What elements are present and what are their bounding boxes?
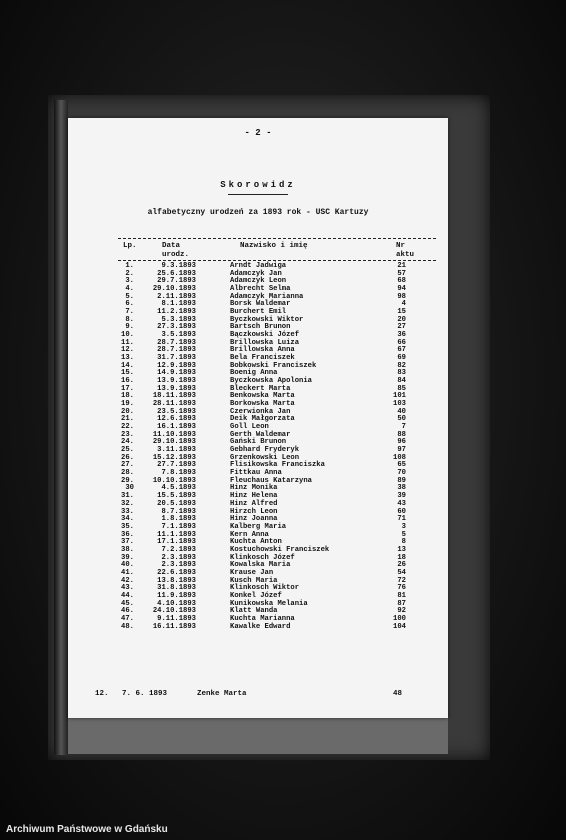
- row-lp: 26.: [121, 453, 134, 462]
- row-name: Hirzch Leon: [230, 507, 278, 516]
- row-name: Adamczyk Jan: [230, 269, 282, 278]
- row-name: Czerwionka Jan: [230, 407, 291, 416]
- row-date: 9.11.1893: [157, 614, 196, 623]
- row-date: 28.11.1893: [152, 400, 196, 409]
- row-nr: 94: [397, 285, 406, 294]
- row-name: Konkel Józef: [230, 591, 282, 600]
- row-nr: 88: [397, 430, 406, 439]
- row-lp: 1.: [125, 262, 134, 270]
- row-name: Adamczyk Leon: [230, 277, 287, 286]
- row-lp: 7.: [125, 308, 134, 317]
- row-name: Gebhard Fryderyk: [230, 446, 300, 455]
- row-date: 8.1.1893: [161, 300, 196, 309]
- row-name: Burchert Emil: [230, 308, 287, 317]
- row-nr: 101: [393, 392, 406, 401]
- row-nr: 98: [397, 292, 406, 301]
- row-nr: 26: [397, 561, 406, 570]
- row-date: 18.11.1893: [152, 392, 196, 401]
- row-date: 12.9.1893: [157, 361, 196, 370]
- row-name: Benkowska Marta: [230, 392, 295, 401]
- row-name: Fleuchaus Katarzyna: [230, 476, 312, 485]
- row-lp: 47.: [121, 614, 134, 623]
- row-lp: 41.: [121, 568, 134, 577]
- row-nr: 20: [397, 315, 406, 324]
- row-date: 11.10.1893: [152, 430, 196, 439]
- row-name: Gerth Waldemar: [230, 430, 291, 439]
- row-date: 13.8.1893: [157, 576, 196, 585]
- row-name: Albrecht Selma: [230, 285, 291, 294]
- row-nr: 82: [397, 361, 406, 370]
- row-date: 27.7.1893: [157, 461, 196, 470]
- row-lp: 15.: [121, 369, 134, 378]
- row-nr: 67: [397, 346, 406, 355]
- row-date: 12.6.1893: [157, 415, 196, 424]
- row-nr: 5: [401, 530, 406, 539]
- header-date-line2: urodz.: [162, 251, 190, 259]
- row-nr: 76: [397, 584, 406, 593]
- row-nr: 3: [401, 522, 406, 531]
- row-date: 11.1.1893: [157, 530, 196, 539]
- row-date: 1.8.1893: [161, 515, 196, 524]
- row-lp: 10.: [121, 331, 134, 340]
- row-nr: 27: [397, 323, 406, 332]
- row-nr: 103: [393, 400, 406, 409]
- next-page-lp: 12.: [95, 690, 109, 698]
- row-lp: 28.: [121, 469, 134, 478]
- next-page-date: 7. 6. 1893: [122, 690, 168, 698]
- row-nr: 69: [397, 354, 406, 363]
- row-nr: 4: [401, 300, 406, 309]
- row-nr: 71: [397, 515, 406, 524]
- row-lp: 12.: [121, 346, 134, 355]
- row-date: 29.10.1893: [152, 285, 196, 294]
- row-lp: 21.: [121, 415, 134, 424]
- row-nr: 7: [401, 423, 406, 432]
- row-name: Hinz Joanna: [230, 515, 278, 524]
- row-name: Klinkosch Wiktor: [230, 584, 300, 593]
- row-date: 29.7.1893: [157, 277, 196, 286]
- row-name: Kuchta Marianna: [230, 614, 295, 623]
- row-name: Kostuchowski Franciszek: [230, 545, 330, 554]
- row-lp: 42.: [121, 576, 134, 585]
- row-nr: 97: [397, 446, 406, 455]
- row-nr: 89: [397, 476, 406, 485]
- row-lp: 24.: [121, 438, 134, 447]
- row-name: Arndt Jadwiga: [230, 262, 287, 270]
- row-date: 7.8.1893: [161, 469, 196, 478]
- row-nr: 36: [397, 331, 406, 340]
- row-lp: 32.: [121, 499, 134, 508]
- row-name: Hinz Monika: [230, 484, 278, 493]
- row-date: 11.9.1893: [157, 591, 196, 600]
- row-date: 27.3.1893: [157, 323, 196, 332]
- row-date: 15.5.1893: [157, 492, 196, 501]
- row-name: Bobkowski Franciszek: [230, 361, 317, 370]
- row-date: 11.2.1893: [157, 308, 196, 317]
- row-date: 13.9.1893: [157, 384, 196, 393]
- row-nr: 70: [397, 469, 406, 478]
- row-nr: 92: [397, 607, 406, 616]
- header-rule-top: [118, 238, 436, 239]
- row-lp: 14.: [121, 361, 134, 370]
- row-name: Bączkowski Józef: [230, 331, 300, 340]
- row-lp: 33.: [121, 507, 134, 516]
- row-lp: 34.: [121, 515, 134, 524]
- row-name: Deik Małgorzata: [230, 415, 295, 424]
- row-date: 16.11.1893: [152, 622, 196, 631]
- row-lp: 6.: [125, 300, 134, 309]
- row-lp: 4.: [125, 285, 134, 294]
- row-date: 13.9.1893: [157, 377, 196, 386]
- row-nr: 40: [397, 407, 406, 416]
- row-lp: 11.: [121, 338, 134, 347]
- row-name: Byczkowski Wiktor: [230, 315, 304, 324]
- row-date: 17.1.1893: [157, 538, 196, 547]
- header-lp: Lp.: [123, 242, 137, 250]
- header-date: [162, 242, 189, 260]
- row-date: 31.8.1893: [157, 584, 196, 593]
- row-name: Brillowska Luiza: [230, 338, 300, 347]
- row-nr: 87: [397, 599, 406, 608]
- row-name: Kalberg Maria: [230, 522, 287, 531]
- header-date-line1: Data: [162, 242, 181, 250]
- row-lp: 30: [125, 484, 134, 493]
- page-number: - 2 -: [244, 128, 272, 138]
- row-date: 5.3.1893: [161, 315, 196, 324]
- header-nr-line2: aktu: [396, 251, 415, 259]
- row-date: 2.11.1893: [157, 292, 196, 301]
- row-date: 25.6.1893: [157, 269, 196, 278]
- row-name: Goll Leon: [230, 423, 269, 432]
- row-name: Adamczyk Marianna: [230, 292, 304, 301]
- mount-edge: [54, 100, 68, 755]
- row-name: Klinkosch Józef: [230, 553, 295, 562]
- row-lp: 16.: [121, 377, 134, 386]
- row-date: 23.5.1893: [157, 407, 196, 416]
- row-name: Kusch Maria: [230, 576, 278, 585]
- row-name: Bela Franciszek: [230, 354, 295, 363]
- row-lp: 38.: [121, 545, 134, 554]
- row-nr: 68: [397, 277, 406, 286]
- row-name: Flisikowska Franciszka: [230, 461, 325, 470]
- header-nr: [396, 242, 414, 260]
- row-name: Borsk Waldemar: [230, 300, 291, 309]
- row-nr: 85: [397, 384, 406, 393]
- row-lp: 19.: [121, 400, 134, 409]
- row-name: Kowalska Maria: [230, 561, 291, 570]
- row-lp: 43.: [121, 584, 134, 593]
- row-date: 28.7.1893: [157, 338, 196, 347]
- row-date: 20.5.1893: [157, 499, 196, 508]
- row-name: Brillowska Anna: [230, 346, 295, 355]
- row-name: Bleckert Marta: [230, 384, 291, 393]
- row-nr: 38: [397, 484, 406, 493]
- row-nr: 81: [397, 591, 406, 600]
- row-date: 10.10.1893: [152, 476, 196, 485]
- title-underline: [228, 194, 288, 195]
- row-lp: 13.: [121, 354, 134, 363]
- row-date: 8.7.1893: [161, 507, 196, 516]
- row-name: Hinz Alfred: [230, 499, 278, 508]
- row-lp: 31.: [121, 492, 134, 501]
- row-nr: 8: [401, 538, 406, 547]
- row-date: 3.5.1893: [161, 331, 196, 340]
- row-date: 22.6.1893: [157, 568, 196, 577]
- row-lp: 39.: [121, 553, 134, 562]
- row-nr: 66: [397, 338, 406, 347]
- header-rule-bottom: [118, 260, 436, 261]
- row-date: 15.12.1893: [152, 453, 196, 462]
- row-nr: 57: [397, 269, 406, 278]
- row-nr: 84: [397, 377, 406, 386]
- row-date: 7.1.1893: [161, 522, 196, 531]
- row-date: 9.3.1893: [161, 262, 196, 270]
- header-nr-line1: Nr: [396, 242, 406, 250]
- row-name: Grzenkowski Leon: [230, 453, 300, 462]
- row-name: Hinz Helena: [230, 492, 278, 501]
- row-name: Kunikowska Melania: [230, 599, 308, 608]
- row-nr: 108: [393, 453, 406, 462]
- register-table: [68, 263, 448, 631]
- row-name: Byczkowska Apolonia: [230, 377, 312, 386]
- row-nr: 39: [397, 492, 406, 501]
- underlying-page-strip: [68, 718, 448, 754]
- row-date: 2.3.1893: [161, 561, 196, 570]
- row-lp: 48.: [121, 622, 134, 631]
- row-nr: 50: [397, 415, 406, 424]
- row-nr: 96: [397, 438, 406, 447]
- row-date: 3.11.1893: [157, 446, 196, 455]
- row-date: 7.2.1893: [161, 545, 196, 554]
- document-title: Skorowidz: [220, 180, 296, 190]
- row-lp: 23.: [121, 430, 134, 439]
- row-nr: 43: [397, 499, 406, 508]
- row-lp: 46.: [121, 607, 134, 616]
- row-name: Borkowska Marta: [230, 400, 295, 409]
- row-lp: 9.: [125, 323, 134, 332]
- row-name: Krause Jan: [230, 568, 274, 577]
- row-date: 16.1.1893: [157, 423, 196, 432]
- row-nr: 83: [397, 369, 406, 378]
- row-date: 28.7.1893: [157, 346, 196, 355]
- row-lp: 40.: [121, 561, 134, 570]
- row-lp: 2.: [125, 269, 134, 278]
- row-lp: 8.: [125, 315, 134, 324]
- row-lp: 36.: [121, 530, 134, 539]
- row-nr: 18: [397, 553, 406, 562]
- row-lp: 37.: [121, 538, 134, 547]
- row-nr: 21: [397, 262, 406, 270]
- document-subtitle: alfabetyczny urodzeń za 1893 rok - USC Kartuzy: [147, 208, 369, 217]
- row-date: 31.7.1893: [157, 354, 196, 363]
- row-nr: 54: [397, 568, 406, 577]
- row-name: Bartsch Brunon: [230, 323, 291, 332]
- row-lp: 45.: [121, 599, 134, 608]
- header-name: Nazwisko i imię: [240, 242, 308, 250]
- row-lp: 17.: [121, 384, 134, 393]
- row-lp: 18.: [121, 392, 134, 401]
- row-nr: 60: [397, 507, 406, 516]
- next-page-nr: 48: [393, 690, 403, 698]
- row-nr: 100: [393, 614, 406, 623]
- row-nr: 104: [393, 622, 406, 631]
- row-name: Fittkau Anna: [230, 469, 282, 478]
- row-lp: 25.: [121, 446, 134, 455]
- archive-watermark: Archiwum Państwowe w Gdańsku: [6, 824, 168, 835]
- row-date: 4.5.1893: [161, 484, 196, 493]
- row-lp: 35.: [121, 522, 134, 531]
- table-row: [68, 624, 448, 632]
- next-page-name: Zenke Marta: [197, 690, 247, 698]
- row-lp: 22.: [121, 423, 134, 432]
- row-name: Klatt Wanda: [230, 607, 278, 616]
- row-lp: 27.: [121, 461, 134, 470]
- row-lp: 29.: [121, 476, 134, 485]
- row-name: Kawalke Edward: [230, 622, 291, 631]
- row-name: Kern Anna: [230, 530, 269, 539]
- row-nr: 13: [397, 545, 406, 554]
- row-nr: 65: [397, 461, 406, 470]
- row-lp: 5.: [125, 292, 134, 301]
- row-date: 24.10.1893: [152, 607, 196, 616]
- row-name: Boenig Anna: [230, 369, 278, 378]
- row-date: 29.10.1893: [152, 438, 196, 447]
- row-lp: 20.: [121, 407, 134, 416]
- row-date: 14.9.1893: [157, 369, 196, 378]
- row-date: 2.3.1893: [161, 553, 196, 562]
- row-name: Kuchta Anton: [230, 538, 282, 547]
- row-nr: 15: [397, 308, 406, 317]
- row-lp: 3.: [125, 277, 134, 286]
- row-name: Gański Brunon: [230, 438, 287, 447]
- row-lp: 44.: [121, 591, 134, 600]
- row-nr: 72: [397, 576, 406, 585]
- row-date: 4.10.1893: [157, 599, 196, 608]
- document-sheet: [68, 118, 448, 718]
